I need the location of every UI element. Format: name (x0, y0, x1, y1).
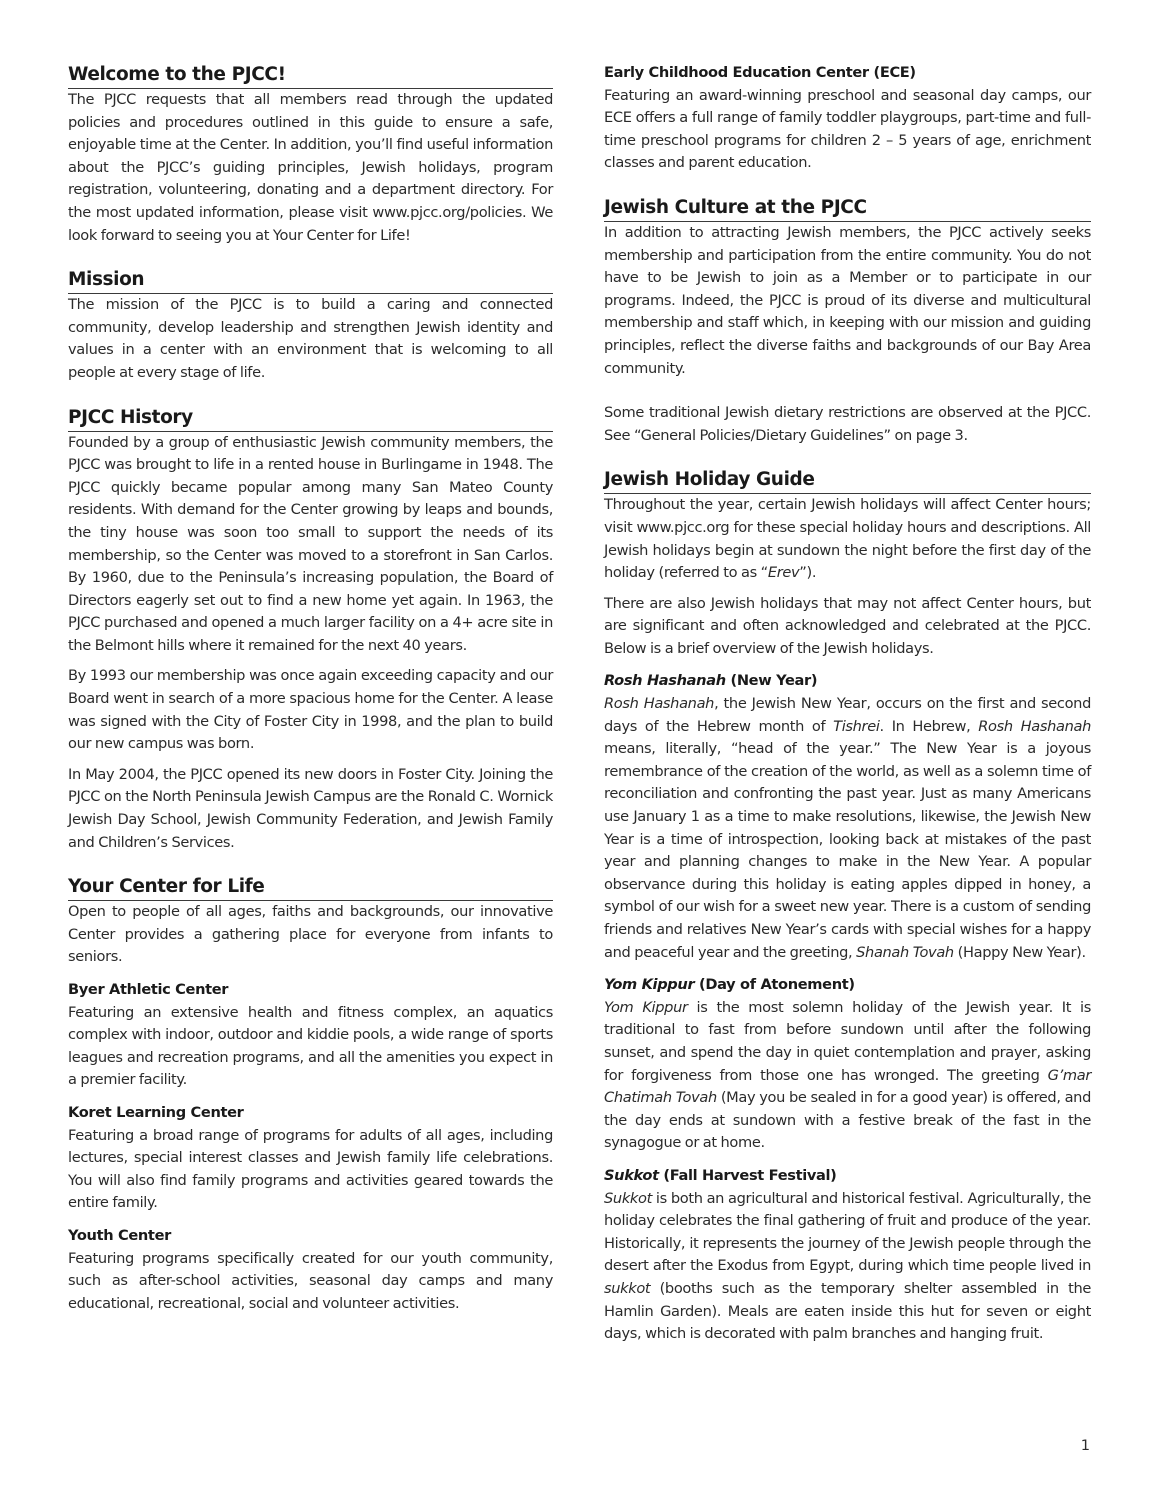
body-text: (Happy New Year). (953, 943, 1086, 961)
welcome-heading: Welcome to the PJCC! (68, 62, 553, 89)
holiday-body (604, 1188, 1091, 1346)
history-paragraph: Founded by a group of enthusiastic Jewish community members, the PJCC was brought to life in a rented house in Burlingame in 1948. The PJCC quickly became popular among many San Mateo County residents. With demand for the Center growing by leaps and bounds, the tiny house was soon too small to support the needs of its membership, so the Center was moved to a storefront in San Carlos. By 1960, due to the Peninsula’s increasing population, the Board of Directors eagerly set out to find a new home yet again. In 1963, the PJCC purchased and opened a much larger facility on a 4+ acre site in the Belmont hills where it remained for the next 40 years. (68, 433, 553, 654)
ece-title: Early Childhood Education Center (ECE) (604, 64, 916, 81)
koret-learning-center-title: Koret Learning Center (68, 1103, 244, 1121)
center-for-life-section (68, 874, 553, 1315)
right-column (604, 62, 1091, 1346)
holiday-name: Yom Kippur (604, 976, 695, 994)
koret-learning-center-body: Featuring a broad range of programs for adults of all ages, including lectures, special interest classes and Jewish family life celebrations. You will also find family programs and activities geared towards the entire family. (68, 1126, 553, 1212)
byer-athletic-center-title: Byer Athletic Center (68, 981, 229, 998)
culture-section (604, 195, 1091, 447)
youth-center-title: Youth Center (68, 1226, 171, 1244)
holiday-guide-heading: Jewish Holiday Guide (604, 467, 1091, 494)
holiday-entry-yom-kippur (604, 974, 1091, 1155)
mission-section (68, 267, 553, 384)
italic-term: sukkot (604, 1279, 651, 1297)
left-column (68, 62, 553, 1315)
welcome-body: The PJCC requests that all members read through the updated policies and procedures outlined in this guide to ensure a safe, enjoyable time at the Center. In addition, you’ll find useful information about the PJCC’s guiding principles, Jewish holidays, program registration, volunteering, donating and a department directory. For the most updated information, please visit www.pjcc.org/policies. We look forward to seeing you at Your Center for Life! (68, 91, 553, 244)
italic-term: Tishrei (833, 717, 880, 735)
history-paragraph: By 1993 our membership was once again exceeding capacity and our Board went in search of a more spacious home for the Center. A lease was signed with the City of Foster City in 1998, and the plan to build our new campus was born. (68, 667, 553, 753)
intro-text: ”). (799, 564, 817, 582)
holiday-guide-section (604, 467, 1091, 1345)
history-heading: PJCC History (68, 405, 553, 432)
italic-term: Sukkot (604, 1189, 652, 1207)
body-text: . In Hebrew, (879, 717, 979, 735)
holiday-body (604, 997, 1091, 1155)
body-text: (May you be sealed in for a good year) is offered, and the day ends at sundown with a festive break of the fast in the synagogue or at home. (604, 1089, 1091, 1152)
youth-center-body: Featuring programs specifically created for our youth community, such as after-school activities, seasonal day camps and many educational, recreational, social and volunteer activities. (68, 1249, 553, 1312)
culture-heading: Jewish Culture at the PJCC (604, 195, 1091, 222)
body-text: means, literally, “head of the year.” The New Year is a joyous remembrance of the creation of the world, as well as a solemn time of reconciliation and confronting the past year. Just as many Americans use January 1 as a time to make resolutions, likewise, the Jewish New Year is a time of introspection, looking back at mistakes of the past year and planning changes to make in the New Year. A popular observance during this holiday is eating apples dipped in honey, a symbol of our wish for a sweet new year. There is a custom of sending friends and relatives New Year’s cards with special wishes for a happy and peaceful year and the greeting, (604, 740, 1091, 961)
body-text: is both an agricultural and historical festival. Agriculturally, the holiday celebrates the final gathering of fruit and produce of the year. Historically, it represents the journey of the Jewish people through the desert after the Exodus from Egypt, during which time people lived in (604, 1189, 1091, 1275)
italic-term: G’mar Chatimah Tovah (604, 1066, 1091, 1107)
page-number: 1 (1080, 1437, 1090, 1454)
intro-term-erev: Erev (767, 564, 800, 582)
intro-text: Throughout the year, certain Jewish holidays will affect Center hours; visit www.pjcc.org for these special holiday hours and descriptions. All Jewish holidays begin at sundown the night before the first day of the holiday (referred to as “ (604, 496, 1091, 582)
history-paragraph: In May 2004, the PJCC opened its new doors in Foster City. Joining the PJCC on the North Peninsula Jewish Campus are the Ronald C. Wornick Jewish Day School, Jewish Community Federation, and Jewish Family and Children’s Services. (68, 765, 553, 851)
holiday-body (604, 693, 1091, 964)
holiday-title (604, 670, 1091, 693)
mission-body: The mission of the PJCC is to build a caring and connected community, develop leadership and strengthen Jewish identity and values in a center with an environment that is welcoming to all people at every stage of life. (68, 296, 553, 381)
center-for-life-body: Open to people of all ages, faiths and backgrounds, our innovative Center provides a gathering place for everyone from infants to seniors. (68, 903, 553, 966)
ece-body: Featuring an award-winning preschool and seasonal day camps, our ECE offers a full range of family toddler playgroups, part-time and full-time preschool programs for children 2 – 5 years of age, enrichment classes and parent education. (604, 86, 1091, 172)
byer-athletic-center-body: Featuring an extensive health and fitness complex, an aquatics complex with indoor, outdoor and kiddie pools, a wide range of sports leagues and recreation programs, and all the amenities you expect in a premier facility. (68, 1003, 553, 1089)
holiday-name: Sukkot (604, 1166, 659, 1184)
holiday-entry-rosh-hashanah (604, 670, 1091, 964)
holiday-subtitle: (Fall Harvest Festival) (658, 1166, 837, 1184)
italic-term: Rosh Hashanah (978, 717, 1091, 735)
holiday-name: Rosh Hashanah (604, 672, 726, 690)
holiday-subtitle: (New Year) (725, 672, 818, 690)
ece-section (604, 62, 1091, 175)
center-for-life-heading: Your Center for Life (68, 874, 553, 901)
welcome-section (68, 62, 553, 247)
history-section (68, 405, 553, 855)
italic-term: Rosh Hashanah (604, 695, 715, 713)
holiday-title (604, 1165, 1091, 1188)
holiday-title (604, 974, 1091, 997)
body-text: , the Jewish New Year, occurs on the first and second days of the Hebrew month of (604, 695, 1091, 735)
body-text: (booths such as the temporary shelter assembled in the Hamlin Garden). Meals are eaten inside this hut for seven or eight days, which is decorated with palm branches and hanging fruit. (604, 1279, 1091, 1343)
holiday-guide-intro (604, 494, 1091, 584)
holiday-subtitle: (Day of Atonement) (694, 976, 855, 994)
mission-heading: Mission (68, 267, 553, 294)
culture-paragraph: In addition to attracting Jewish members, the PJCC actively seeks membership and participation from the entire community. You do not have to be Jewish to join as a Member or to participate in our programs. Indeed, the PJCC is proud of its diverse and multicultural membership and staff which, in keeping with our mission and guiding principles, reflect the diverse faiths and backgrounds of our Bay Area community. (604, 223, 1091, 377)
italic-term: Shanah Tovah (856, 943, 954, 961)
holiday-guide-intro-2: There are also Jewish holidays that may not affect Center hours, but are significant and often acknowledged and celebrated at the PJCC. Below is a brief overview of the Jewish holidays. (604, 594, 1091, 657)
italic-term: Yom Kippur (604, 998, 688, 1016)
culture-paragraph: Some traditional Jewish dietary restrictions are observed at the PJCC. See “General Policies/Dietary Guidelines” on page 3. (604, 404, 1091, 444)
body-text: is the most solemn holiday of the Jewish year. It is traditional to fast from before sundown until after the following sunset, and spend the day in quiet contemplation and prayer, asking for forgiveness from those one has wronged. The greeting (604, 998, 1092, 1084)
holiday-entry-sukkot (604, 1165, 1091, 1346)
